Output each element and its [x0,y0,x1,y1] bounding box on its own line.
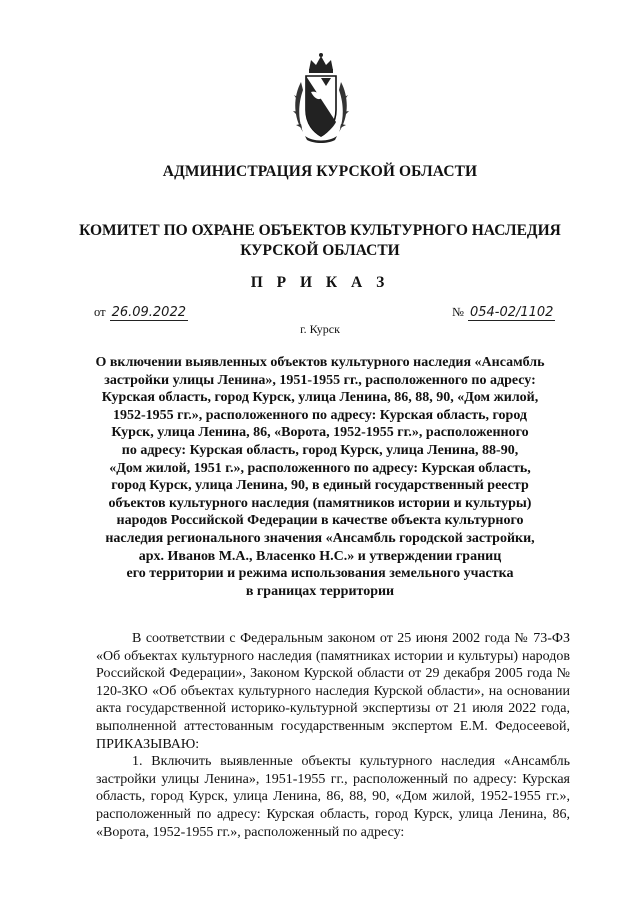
item-1-paragraph: 1. Включить выявленные объекты культурного наследия «Ансамбль застройки улицы Ленина», 1951-1955 гг., расположенный по адресу: Курская область, город Курск, улица Ленина, 86, 88, 90, «Дом жилой, 1952-1955 гг.», расположенный по адресу: Курская область, город Курск, улица Ленина, 86, «Ворота, 1952-1955 гг.», расположенный по адресу: [96,754,570,840]
title-line: арх. Иванов М.А., Власенко Н.С.» и утверждении границ [138,548,502,564]
preamble-paragraph: В соответствии с Федеральным законом от 25 июня 2002 года № 73-ФЗ «Об объектах культурного наследия (памятниках истории и культуры) народов Российской Федерации», Законом Курской области от 29 декабря 2005 года № 120-ЗКО «Об объектах культурного наследия Курской области», на основании акта государственной историко-культурной экспертизы от 21 июля 2022 года, выполненной аттестованным государственным экспертом Е.М. Федосеевой, ПРИКАЗЫВАЮ: [96,631,570,752]
title-line: 1952-1955 гг.», расположенного по адресу: Курская область, город [112,407,528,423]
order-title [90,354,550,600]
title-line: Курск, улица Ленина, 86, «Ворота, 1952-1955 гг.», расположенного [111,425,529,441]
document-type-heading: П Р И К А З [250,274,390,291]
committee-heading-line2: КУРСКОЙ ОБЛАСТИ [240,242,400,259]
committee-heading [0,221,640,261]
administration-heading: АДМИНИСТРАЦИЯ КУРСКОЙ ОБЛАСТИ [162,163,478,180]
title-line: народов Российской Федерации в качестве объекта культурного [116,513,524,529]
coat-of-arms-emblem [291,52,351,144]
city-label: г. Курск [300,322,340,336]
title-line: объектов культурного наследия (памятников истории и культуры) [108,495,532,511]
order-number [452,305,555,320]
title-line: его территории и режима использования земельного участка [126,566,514,582]
title-line: по адресу: Курская область, город Курск, улица Ленина, 88-90, [121,442,519,458]
title-line: «Дом жилой, 1951 г.», расположенного по адресу: Курская область, [109,460,531,476]
title-line: О включении выявленных объектов культурного наследия «Ансамбль [95,355,545,370]
title-line: в границах территории [245,583,395,599]
committee-heading-line1: КОМИТЕТ ПО ОХРАНЕ ОБЪЕКТОВ КУЛЬТУРНОГО НАСЛЕДИЯ [79,222,561,239]
order-date [94,305,188,320]
title-line: город Курск, улица Ленина, 90, в единый государственный реестр [111,478,529,494]
title-line: наследия регионального значения «Ансамбль городской застройки, [105,530,535,546]
handwritten-number: 054-02/1102 [469,305,554,320]
number-prefix: № [452,305,464,319]
handwritten-date: 26.09.2022 [111,305,186,320]
date-prefix: от [94,305,106,319]
order-body [96,630,570,841]
title-line: застройки улицы Ленина», 1951-1955 гг., расположенного по адресу: [104,372,536,388]
title-line: Курская область, город Курск, улица Ленина, 86, 88, 90, «Дом жилой, [101,390,539,406]
